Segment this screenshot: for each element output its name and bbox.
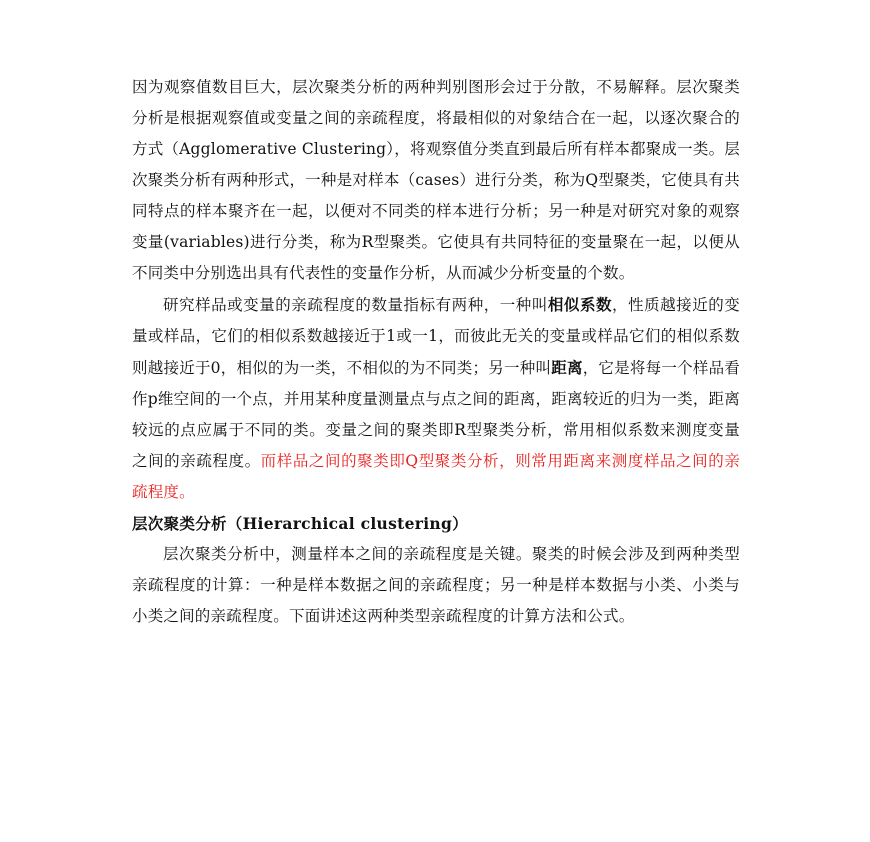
paragraph-measures-text-3: ，它是将每一个样品看作p维空间的一个点，并用某种度量测量点与点之间的距离，距离较近的归为一类，距离较远的点应属于不同的类。变量之间的聚类即R型聚类分析，常用相似系数来测度变量之间的亲疏程度。 (132, 359, 740, 470)
paragraph-hierarchical: 层次聚类分析中，测量样本之间的亲疏程度是关键。聚类的时候会涉及到两种类型亲疏程度的计算：一种是样本数据之间的亲疏程度；另一种是样本数据与小类、小类与小类之间的亲疏程度。下面讲述这两种类型亲疏程度的计算方法和公式。 (132, 545, 740, 625)
paragraph-measures-text-2: ，性质越接近的变量或样品，它们的相似系数越接近于1或一1，而彼此无关的变量或样品它们的相似系数则越接近于0，相似的为一类，不相似的为不同类；另一种叫 (132, 296, 740, 377)
paragraph-measures (132, 289, 740, 508)
paragraph-intro: 因为观察值数目巨大，层次聚类分析的两种判别图形会过于分散，不易解释。层次聚类分析是根据观察值或变量之间的亲疏程度，将最相似的对象结合在一起，以逐次聚合的方式（Agglomerative Clustering），将观察值分类直到最后所有样本都聚成一类。层次聚类分析有两种形式，一种是对样本（cases）进行分类，称为Q型聚类，它使具有共同特点的样本聚齐在一起，以便对不同类的样本进行分析；另一种是对研究对象的观察变量(variables)进行分类，称为R型聚类。它使具有共同特征的变量聚在一起，以便从不同类中分别选出具有代表性的变量作分析，从而减少分析变量的个数。 (132, 78, 740, 282)
section-heading: 层次聚类分析（Hierarchical clustering） (132, 514, 468, 533)
document-body (132, 72, 740, 632)
paragraph-measures-text-1: 研究样品或变量的亲疏程度的数量指标有两种，一种叫 (163, 296, 548, 314)
term-similarity-coefficient: 相似系数 (547, 295, 613, 314)
term-distance: 距离 (551, 358, 583, 377)
highlighted-sentence: 而样品之间的聚类即Q型聚类分析，则常用距离来测度样品之间的亲疏程度。 (132, 452, 740, 501)
